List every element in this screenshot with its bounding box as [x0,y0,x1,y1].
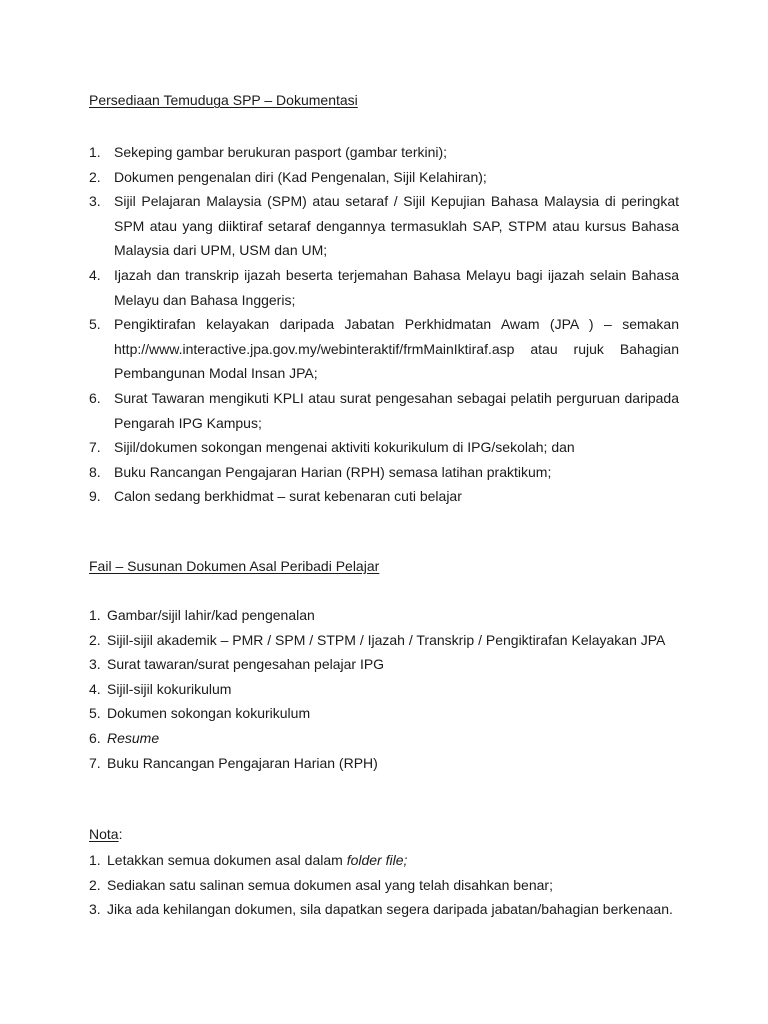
list-item: 3. Jika ada kehilangan dokumen, sila dapatkan segera daripada jabatan/bahagian berkenaan. [89,901,673,918]
list-fail [89,603,679,775]
list-item: 1. Sekeping gambar berukuran pasport (gambar terkini); [89,144,448,160]
list-item: 7. Sijil/dokumen sokongan mengenai aktiviti kokurikulum di IPG/sekolah; dan [89,439,575,456]
list-item: 4. Ijazah dan transkrip ijazah beserta terjemahan Bahasa Melayu bagi ijazah selain Bahasa Melayu dan Bahasa Inggeris; [89,266,679,308]
list-item: 3. Surat tawaran/surat pengesahan pelajar IPG [89,656,385,673]
list-item: 1. Letakkan semua dokumen asal dalam folder file; [89,852,408,868]
list-item: 1. Gambar/sijil lahir/kad pengenalan [89,607,315,623]
list-item: 5. Dokumen sokongan kokurikulum [89,705,311,722]
list-persediaan [89,140,679,509]
list-item: 7. Buku Rancangan Pengajaran Harian (RPH) [89,754,378,771]
list-item: 2. Sediakan satu salinan semua dokumen asal yang telah disahkan benar; [89,876,553,893]
list-item: 9. Calon sedang berkhidmat – surat kebenaran cuti belajar [89,488,462,505]
jpa-link-text: Pengiktirafan kelayakan daripada Jabatan Perkhidmatan Awam (JPA ) – semakan http://www.interactive.jpa.gov.my/webinteraktif/frmMainIktiraf.asp atau rujuk Bahagian [114,316,679,357]
section-title-fail: Fail – Susunan Dokumen Asal Peribadi Pelajar [89,558,380,574]
nota-title: Nota: [89,826,123,842]
list-item: 2. Dokumen pengenalan diri (Kad Pengenalan, Sijil Kelahiran); [89,168,487,185]
section-title-persediaan: Persediaan Temuduga SPP – Dokumentasi [89,92,358,108]
list-item: 6. Resume [89,729,160,746]
list-item: 5. Pengiktirafan kelayakan daripada Jabatan Perkhidmatan Awam (JPA ) – semakan http://www.interactive.jpa.gov.my/webinteraktif/frmMainIktiraf.asp atau rujuk Bahagian Pembangunan Modal Insan JPA; [89,312,679,386]
list-item: 3. Sijil Pelajaran Malaysia (SPM) atau setaraf / Sijil Kepujian Bahasa Malaysia di peringkat SPM atau yang diiktiraf setaraf dengannya termasuklah SAP, STPM atau kursus Bahasa Malaysia dari UPM, USM dan UM; [89,193,679,259]
list-item: 6. Surat Tawaran mengikuti KPLI atau surat pengesahan sebagai pelatih perguruan daripada Pengarah IPG Kampus; [89,389,679,431]
list-item: 8. Buku Rancangan Pengajaran Harian (RPH) semasa latihan praktikum; [89,463,552,480]
list-item: 2. Sijil-sijil akademik – PMR / SPM / STPM / Ijazah / Transkrip / Pengiktirafan Kelayakan JPA [89,631,666,648]
list-nota [89,848,679,922]
list-item: 4. Sijil-sijil kokurikulum [89,680,232,697]
